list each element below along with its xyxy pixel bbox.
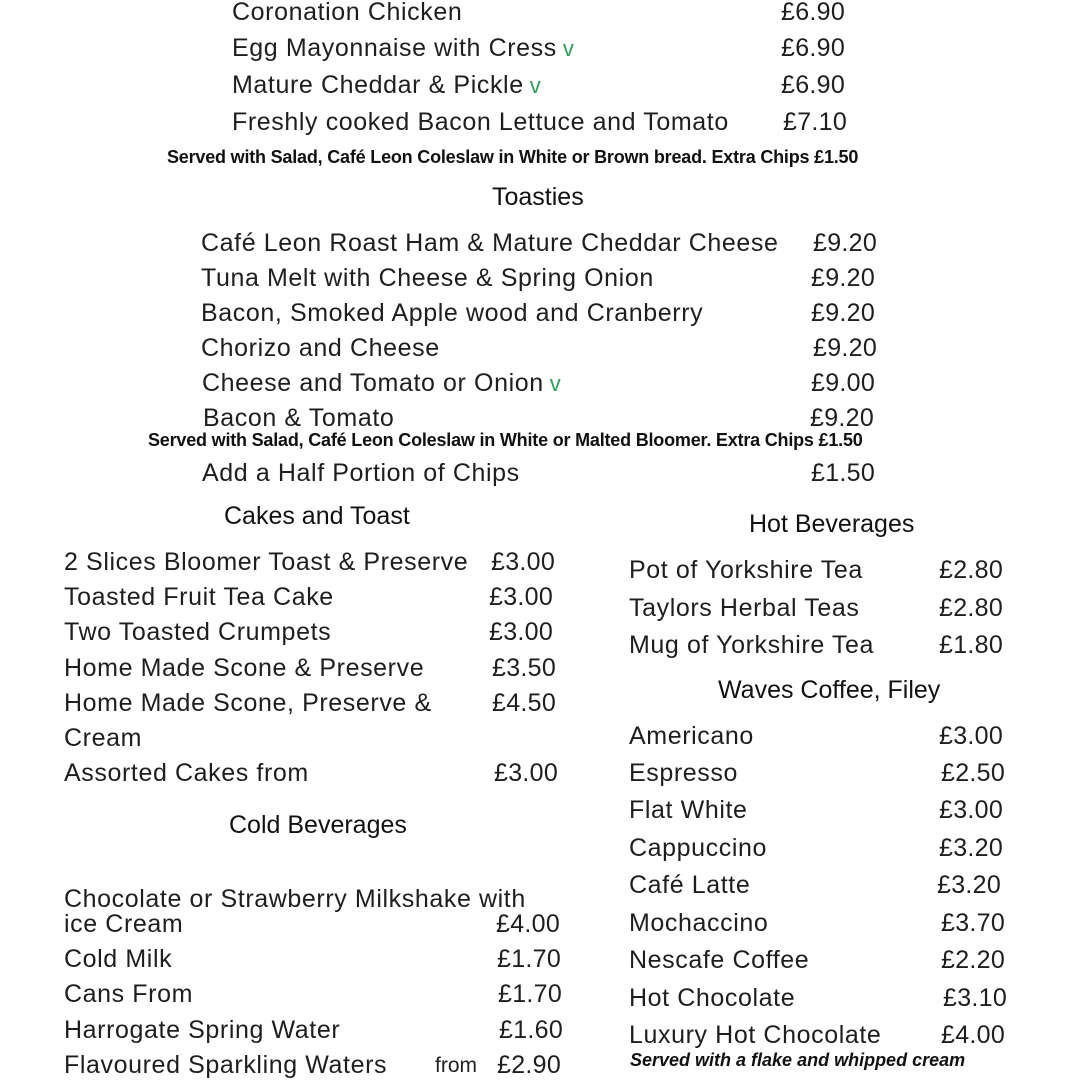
- cold-price: £1.70: [497, 945, 562, 973]
- coffee-item: Flat White: [629, 796, 748, 824]
- cakes-heading: Cakes and Toast: [224, 502, 410, 530]
- cake-price: £3.00: [489, 583, 554, 611]
- coffee-price: £2.50: [941, 759, 1006, 787]
- sandwich-price: £6.90: [781, 0, 846, 26]
- toasties-heading: Toasties: [492, 183, 584, 211]
- toastie-item-tuna-melt: Tuna Melt with Cheese & Spring Onion: [201, 264, 654, 292]
- cold-item: Harrogate Spring Water: [64, 1016, 341, 1044]
- coffee-price: £3.00: [939, 722, 1004, 750]
- sandwich-item-cheddar-pickle: Mature Cheddar & Pickle v: [232, 71, 542, 99]
- toastie-price: £9.20: [813, 229, 878, 257]
- coffee-price: £3.20: [939, 834, 1004, 862]
- cold-item-continued: ice Cream: [64, 910, 184, 938]
- coffee-price: £3.20: [937, 871, 1002, 899]
- sandwich-price: £6.90: [781, 71, 846, 99]
- toastie-price: £9.20: [811, 299, 876, 327]
- sandwich-served-note: Served with Salad, Café Leon Coleslaw in White or Brown bread. Extra Chips £1.50: [167, 147, 859, 167]
- coffee-price: £4.00: [941, 1021, 1006, 1049]
- sandwich-item-coronation-chicken: Coronation Chicken: [232, 0, 463, 26]
- coffee-price: £3.10: [943, 984, 1008, 1012]
- cake-item: Home Made Scone & Preserve: [64, 654, 425, 682]
- sandwich-price: £7.10: [783, 108, 848, 136]
- hot-price: £2.80: [939, 556, 1004, 584]
- sandwich-item-blt: Freshly cooked Bacon Lettuce and Tomato: [232, 108, 729, 136]
- cold-price: £4.00: [496, 910, 561, 938]
- hot-price: £1.80: [939, 631, 1004, 659]
- toastie-price: £9.20: [813, 334, 878, 362]
- vegetarian-mark: v: [529, 73, 542, 98]
- cold-price: £2.90: [497, 1051, 562, 1079]
- toastie-item-cheese-tomato: Cheese and Tomato or Onion v: [202, 369, 562, 397]
- cake-item: Home Made Scone, Preserve &: [64, 689, 432, 717]
- cold-price: £1.70: [498, 980, 563, 1008]
- hot-beverages-heading: Hot Beverages: [749, 510, 915, 538]
- toastie-price: £9.00: [811, 369, 876, 397]
- cake-price: £3.00: [491, 548, 556, 576]
- toastie-item-bacon-tomato: Bacon & Tomato: [203, 404, 395, 432]
- vegetarian-mark: v: [562, 36, 575, 61]
- hot-item: Taylors Herbal Teas: [629, 594, 860, 622]
- cake-price: £3.00: [489, 618, 554, 646]
- cold-item: Flavoured Sparkling Waters: [64, 1051, 388, 1079]
- vegetarian-mark: v: [549, 371, 562, 396]
- toastie-extra-chips-price: £1.50: [811, 459, 876, 487]
- toastie-price: £9.20: [811, 264, 876, 292]
- sandwich-price: £6.90: [781, 34, 846, 62]
- coffee-item: Nescafe Coffee: [629, 946, 810, 974]
- cold-item: Cans From: [64, 980, 194, 1008]
- cold-beverages-heading: Cold Beverages: [229, 811, 407, 839]
- cake-item: Two Toasted Crumpets: [64, 618, 332, 646]
- hot-price: £2.80: [939, 594, 1004, 622]
- coffee-item: Mochaccino: [629, 909, 769, 937]
- sandwich-item-egg-mayonnaise: Egg Mayonnaise with Cress v: [232, 34, 575, 62]
- toastie-item-roast-ham: Café Leon Roast Ham & Mature Cheddar Cheese: [201, 229, 779, 257]
- cold-item: Chocolate or Strawberry Milkshake with: [64, 885, 526, 913]
- coffee-price: £3.00: [939, 796, 1004, 824]
- coffee-heading: Waves Coffee, Filey: [718, 676, 941, 704]
- coffee-item: Cappuccino: [629, 834, 768, 862]
- cake-item: Assorted Cakes from: [64, 759, 309, 787]
- cake-item: 2 Slices Bloomer Toast & Preserve: [64, 548, 469, 576]
- cake-price: £3.00: [494, 759, 559, 787]
- toastie-item-chorizo: Chorizo and Cheese: [201, 334, 440, 362]
- cake-price: £4.50: [492, 689, 557, 717]
- coffee-item: Espresso: [629, 759, 739, 787]
- hot-item: Mug of Yorkshire Tea: [629, 631, 875, 659]
- coffee-item: Hot Chocolate: [629, 984, 796, 1012]
- cake-item-continued: Cream: [64, 724, 143, 752]
- coffee-item: Americano: [629, 722, 754, 750]
- coffee-price: £2.20: [941, 946, 1006, 974]
- coffee-item: Café Latte: [629, 871, 751, 899]
- toastie-item-bacon-apple-wood: Bacon, Smoked Apple wood and Cranberry: [201, 299, 704, 327]
- toastie-price: £9.20: [810, 404, 875, 432]
- toastie-served-note: Served with Salad, Café Leon Coleslaw in White or Malted Bloomer. Extra Chips £1.50: [148, 430, 863, 450]
- cold-price: £1.60: [499, 1016, 564, 1044]
- cake-price: £3.50: [492, 654, 557, 682]
- cold-item: Cold Milk: [64, 945, 173, 973]
- from-label: from: [435, 1054, 477, 1077]
- toastie-extra-chips: Add a Half Portion of Chips: [202, 459, 520, 487]
- hot-chocolate-note: Served with a flake and whipped cream: [630, 1050, 966, 1070]
- hot-item: Pot of Yorkshire Tea: [629, 556, 863, 584]
- coffee-item: Luxury Hot Chocolate: [629, 1021, 882, 1049]
- cake-item: Toasted Fruit Tea Cake: [64, 583, 334, 611]
- coffee-price: £3.70: [941, 909, 1006, 937]
